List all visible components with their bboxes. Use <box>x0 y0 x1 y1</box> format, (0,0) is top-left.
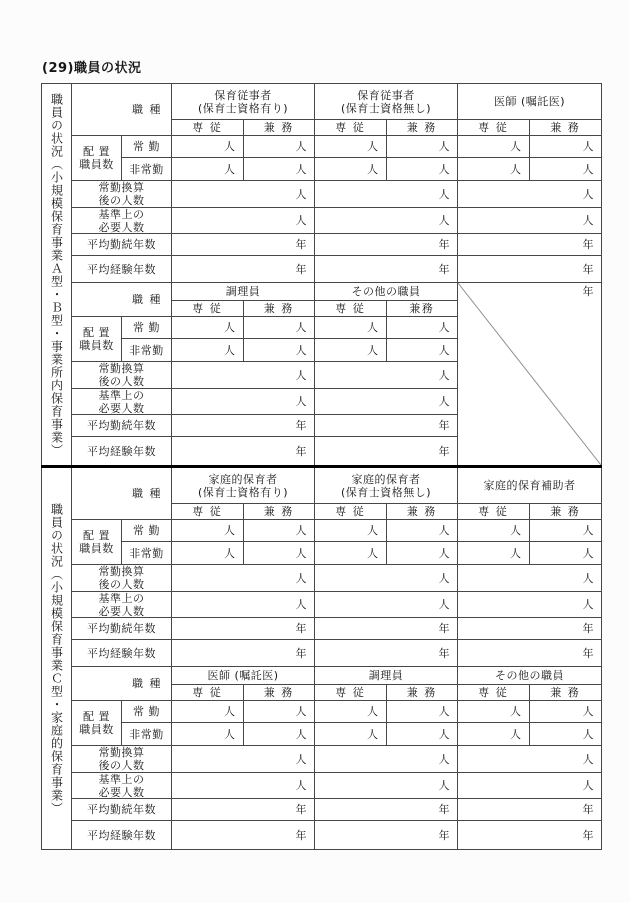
page-title: (29)職員の状況 <box>42 61 142 76</box>
staff-count-cell: 人 <box>530 723 602 746</box>
staff-count-cell: 人 <box>387 701 459 723</box>
group-header: 医師 (嘱託医) <box>458 84 601 120</box>
row-label-fte-after <box>72 181 172 208</box>
text-line: 必要人数 <box>98 604 145 618</box>
staff-count-cell: 人 <box>172 542 244 565</box>
staff-count-cell: 人 <box>387 339 459 362</box>
group-header: 調理員 <box>172 283 315 301</box>
staff-count-cell: 人 <box>244 317 316 339</box>
years-cell: 年 <box>458 256 601 283</box>
concurrent-header: 兼 務 <box>530 685 602 701</box>
concurrent-header: 兼 務 <box>530 504 602 520</box>
staff-count-cell: 人 <box>172 520 244 542</box>
staff-count-cell: 人 <box>458 592 601 618</box>
dedicated-header: 専 従 <box>315 685 387 701</box>
years-cell: 年 <box>315 437 458 465</box>
row-label-placement-count <box>72 136 122 181</box>
staff-count-cell: 人 <box>172 389 315 415</box>
group-header: 家庭的保育補助者 <box>458 468 601 504</box>
group-header: その他の職員 <box>315 283 458 301</box>
staff-count-cell: 人 <box>458 773 601 799</box>
text-line: 配 置 <box>83 529 110 542</box>
years-cell: 年 <box>172 640 315 667</box>
staff-count-cell: 人 <box>387 158 459 181</box>
dedicated-header: 専 従 <box>458 685 530 701</box>
staff-count-cell: 人 <box>458 701 530 723</box>
row-label-avg-experience-years: 平均経験年数 <box>72 256 172 283</box>
concurrent-header: 兼 務 <box>387 120 459 136</box>
section-side-label: 職員の状況（小規模保育事業Ａ型・Ｂ型・事業所内保育事業） <box>42 84 72 465</box>
staff-count-cell: 人 <box>387 317 459 339</box>
dedicated-header: 専 従 <box>172 301 244 317</box>
not-applicable-cell <box>458 283 601 465</box>
staff-count-cell: 人 <box>458 520 530 542</box>
staff-count-cell: 人 <box>458 136 530 158</box>
staff-count-cell: 人 <box>315 362 458 389</box>
staff-count-cell: 人 <box>244 723 316 746</box>
text-line: 配 置 <box>83 145 110 158</box>
dedicated-header: 専 従 <box>458 120 530 136</box>
text-line: 家庭的保育者 <box>351 472 421 486</box>
years-cell: 年 <box>315 256 458 283</box>
job-type-label: 職 種 <box>72 283 172 317</box>
years-cell: 年 <box>582 828 594 842</box>
staff-count-cell: 人 <box>172 592 315 618</box>
text-line: 常勤換算 <box>98 181 145 194</box>
row-label-required-count <box>72 592 172 618</box>
concurrent-header: 兼 務 <box>244 685 316 701</box>
concurrent-header: 兼 務 <box>244 120 316 136</box>
staff-count-cell: 人 <box>172 317 244 339</box>
text-line: 配 置 <box>83 710 110 723</box>
staff-count-cell: 人 <box>387 542 459 565</box>
text-line: 必要人数 <box>98 401 145 415</box>
staff-count-cell: 人 <box>530 701 602 723</box>
unit-year: 年 <box>582 285 594 298</box>
concurrent-header: 兼 務 <box>244 301 316 317</box>
text-line: 後の人数 <box>98 375 145 388</box>
text-line: 後の人数 <box>98 578 145 591</box>
row-label-avg-service-years: 平均勤続年数 <box>72 799 172 821</box>
concurrent-header: 兼 務 <box>387 504 459 520</box>
staff-count-cell: 人 <box>530 542 602 565</box>
years-cell: 年 <box>458 234 601 256</box>
staff-count-cell: 人 <box>387 136 459 158</box>
row-label-placement-count <box>72 701 122 746</box>
dedicated-header: 専 従 <box>458 504 530 520</box>
row-label-avg-experience-years: 平均経験年数 <box>72 640 172 667</box>
concurrent-header: 兼 務 <box>387 685 459 701</box>
staff-count-cell: 人 <box>172 565 315 592</box>
staff-count-cell: 人 <box>172 136 244 158</box>
group-header <box>315 84 458 120</box>
dedicated-header: 専 従 <box>172 685 244 701</box>
years-cell: 年 <box>315 234 458 256</box>
dedicated-header: 専 従 <box>315 120 387 136</box>
row-label-fte-after <box>72 746 172 773</box>
text-line: 保育従事者 <box>357 88 415 102</box>
staff-count-cell: 人 <box>315 746 458 773</box>
staff-count-cell: 人 <box>172 746 315 773</box>
job-type-label: 職 種 <box>72 667 172 701</box>
group-header: その他の職員 <box>458 667 601 685</box>
group-header: 医師 (嘱託医) <box>172 667 315 685</box>
staff-count-cell: 人 <box>172 208 315 234</box>
group-header <box>172 468 315 504</box>
text-line: 職員数 <box>79 723 114 736</box>
row-label-parttime: 非常勤 <box>122 542 172 565</box>
years-cell: 年 <box>315 640 458 667</box>
text-line: 常勤換算 <box>98 362 145 375</box>
concurrent-header: 兼務 <box>387 301 459 317</box>
row-label-fulltime: 常 勤 <box>122 136 172 158</box>
text-line: (保育士資格無し) <box>340 485 432 499</box>
text-line: 配 置 <box>83 326 110 339</box>
staff-count-cell: 人 <box>172 339 244 362</box>
staff-count-cell: 人 <box>458 181 601 208</box>
dedicated-header: 専 従 <box>315 504 387 520</box>
text-line: 後の人数 <box>98 759 145 772</box>
dedicated-header: 専 従 <box>172 120 244 136</box>
dedicated-header: 専 従 <box>172 504 244 520</box>
staff-count-cell: 人 <box>458 746 601 773</box>
row-label-required-count <box>72 773 172 799</box>
text-line: (保育士資格有り) <box>197 485 289 499</box>
staff-count-cell: 人 <box>315 723 387 746</box>
years-cell: 年 <box>458 640 601 667</box>
staff-count-cell: 人 <box>387 723 459 746</box>
text-line: 家庭的保育者 <box>208 472 278 486</box>
group-header: 調理員 <box>315 667 458 685</box>
staff-count-cell: 人 <box>315 208 458 234</box>
concurrent-header: 兼 務 <box>530 120 602 136</box>
staff-count-cell: 人 <box>458 565 601 592</box>
text-line: 基準上の <box>98 591 145 605</box>
staff-count-cell: 人 <box>530 520 602 542</box>
row-label-fulltime: 常 勤 <box>122 520 172 542</box>
staff-count-cell: 人 <box>244 158 316 181</box>
staff-count-cell: 人 <box>387 520 459 542</box>
staff-count-cell: 人 <box>315 389 458 415</box>
staff-count-cell: 人 <box>315 542 387 565</box>
years-cell: 年 <box>458 618 601 640</box>
years-cell: 年 <box>172 437 315 465</box>
text-line: 職員数 <box>79 542 114 555</box>
row-label-fulltime: 常 勤 <box>122 701 172 723</box>
years-cell: 年 <box>458 799 601 821</box>
staff-count-cell: 人 <box>530 158 602 181</box>
job-type-label: 職 種 <box>72 84 172 136</box>
text-line: 必要人数 <box>98 785 145 799</box>
concurrent-header: 兼 務 <box>244 504 316 520</box>
staff-count-cell: 人 <box>244 339 316 362</box>
years-cell: 年 <box>172 821 315 849</box>
staff-count-cell: 人 <box>315 520 387 542</box>
staff-count-cell: 人 <box>315 136 387 158</box>
staff-count-cell: 人 <box>315 317 387 339</box>
staff-count-cell: 人 <box>172 723 244 746</box>
staff-count-cell: 人 <box>172 362 315 389</box>
row-label-fte-after <box>72 565 172 592</box>
staff-count-cell: 人 <box>244 542 316 565</box>
staff-count-cell: 人 <box>315 565 458 592</box>
years-cell: 年 <box>172 234 315 256</box>
section-side-label: 職員の状況（小規模保育事業Ｃ型・家庭的保育事業） <box>42 468 72 849</box>
staff-count-cell: 人 <box>244 701 316 723</box>
row-label-placement-count <box>72 520 122 565</box>
row-label-fulltime: 常 勤 <box>122 317 172 339</box>
years-cell: 年 <box>172 618 315 640</box>
group-header <box>315 468 458 504</box>
text-line: 保育従事者 <box>214 88 272 102</box>
staff-count-cell: 人 <box>458 723 530 746</box>
section-small-scale-c <box>41 468 602 850</box>
row-label-required-count <box>72 208 172 234</box>
job-type-label: 職 種 <box>72 468 172 520</box>
years-cell: 年 <box>315 821 458 849</box>
staff-count-cell: 人 <box>458 158 530 181</box>
years-cell: 年 <box>172 415 315 437</box>
years-cell: 年 <box>172 799 315 821</box>
staff-count-cell: 人 <box>315 773 458 799</box>
row-label-parttime: 非常勤 <box>122 339 172 362</box>
staff-count-cell: 人 <box>172 181 315 208</box>
text-line: 必要人数 <box>98 220 145 234</box>
section-small-scale-ab <box>41 83 602 465</box>
text-line: 常勤換算 <box>98 746 145 759</box>
row-label-avg-experience-years: 平均経験年数 <box>72 437 172 465</box>
row-label-avg-service-years: 平均勤続年数 <box>72 415 172 437</box>
row-label-parttime: 非常勤 <box>122 723 172 746</box>
staff-count-cell: 人 <box>458 208 601 234</box>
row-label-avg-experience-years: 平均経験年数 <box>72 821 172 849</box>
staff-count-cell: 人 <box>530 136 602 158</box>
staff-count-cell: 人 <box>315 339 387 362</box>
text-line: 基準上の <box>98 207 145 221</box>
staff-count-cell: 人 <box>244 520 316 542</box>
text-line: 職員数 <box>79 158 114 171</box>
row-label-placement-count <box>72 317 122 362</box>
staff-count-cell: 人 <box>172 158 244 181</box>
staff-count-cell: 人 <box>172 701 244 723</box>
staff-count-cell: 人 <box>315 701 387 723</box>
text-line: 常勤換算 <box>98 565 145 578</box>
years-cell: 年 <box>172 256 315 283</box>
row-label-avg-service-years: 平均勤続年数 <box>72 618 172 640</box>
dedicated-header: 専 従 <box>315 301 387 317</box>
staff-count-cell: 人 <box>315 181 458 208</box>
group-header <box>172 84 315 120</box>
staff-count-cell: 人 <box>244 136 316 158</box>
years-cell: 年 <box>315 415 458 437</box>
staff-count-cell: 人 <box>315 158 387 181</box>
row-label-required-count <box>72 389 172 415</box>
years-cell: 年 <box>315 618 458 640</box>
staff-count-cell: 人 <box>172 773 315 799</box>
years-cell: 年 <box>315 799 458 821</box>
row-label-fte-after <box>72 362 172 389</box>
staff-status-table <box>41 83 602 850</box>
text-line: 基準上の <box>98 388 145 402</box>
row-label-parttime: 非常勤 <box>122 158 172 181</box>
text-line: (保育士資格有り) <box>197 101 289 115</box>
text-line: 基準上の <box>98 772 145 786</box>
text-line: 後の人数 <box>98 194 145 207</box>
diagonal-line-icon <box>458 283 601 465</box>
staff-count-cell: 人 <box>458 542 530 565</box>
staff-count-cell: 人 <box>315 592 458 618</box>
text-line: 職員数 <box>79 339 114 352</box>
row-label-avg-service-years: 平均勤続年数 <box>72 234 172 256</box>
text-line: (保育士資格無し) <box>340 101 432 115</box>
